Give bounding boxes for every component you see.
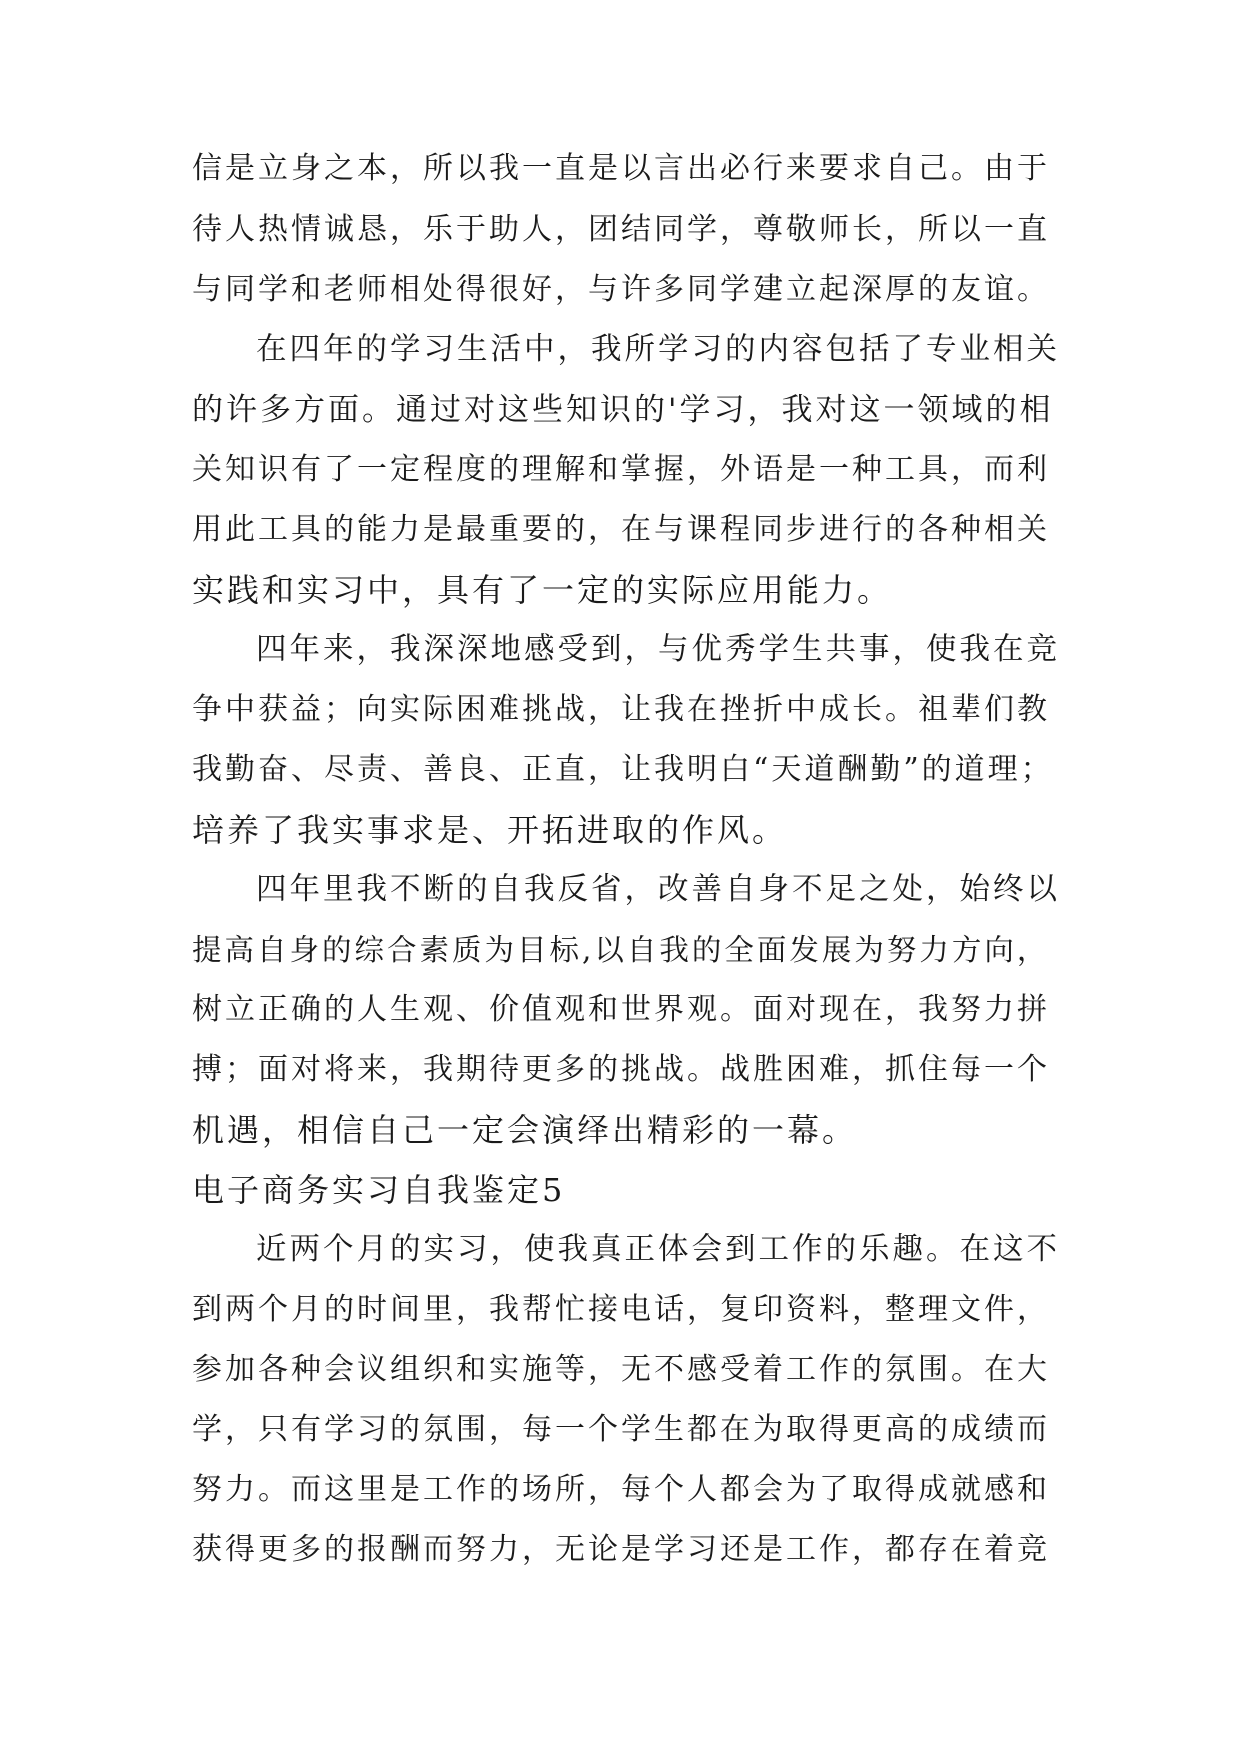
paragraph-line: 在四年的学习生活中，我所学习的内容包括了专业相关 [256,332,1060,367]
paragraph-line: 努力。而这里是工作的场所，每个人都会为了取得成就感和 [192,1472,1050,1507]
paragraph-line: 信是立身之本，所以我一直是以言出必行来要求自己。由于 [192,151,1050,186]
paragraph-line: 实践和实习中，具有了一定的实际应用能力。 [192,571,893,609]
paragraph-line: 获得更多的报酬而努力，无论是学习还是工作，都存在着竞 [192,1532,1050,1567]
paragraph-line: 与同学和老师相处得很好，与许多同学建立起深厚的友谊。 [192,272,1050,307]
paragraph-line: 搏；面对将来，我期待更多的挑战。战胜困难，抓住每一个 [192,1052,1050,1087]
paragraph-line: 学，只有学习的氛围，每一个学生都在为取得更高的成绩而 [192,1412,1050,1447]
paragraph-line: 的许多方面。通过对这些知识的'学习，我对这一领域的相 [192,392,1054,428]
paragraph-line: 待人热情诚恳，乐于助人，团结同学，尊敬师长，所以一直 [192,212,1050,247]
paragraph-line: 参加各种会议组织和实施等，无不感受着工作的氛围。在大 [192,1352,1050,1387]
paragraph-line: 我勤奋、尽责、善良、正直，让我明白“天道酬勤”的道理； [192,752,1054,787]
paragraph-line: 关知识有了一定程度的理解和掌握，外语是一种工具，而利 [192,452,1050,487]
paragraph-line: 树立正确的人生观、价值观和世界观。面对现在，我努力拼 [192,992,1050,1027]
paragraph-line: 提高自身的综合素质为目标,以自我的全面发展为努力方向， [192,933,1050,967]
paragraph-line: 机遇，相信自己一定会演绎出精彩的一幕。 [192,1111,858,1149]
paragraph-line: 到两个月的时间里，我帮忙接电话，复印资料，整理文件， [192,1292,1050,1327]
paragraph-line: 培养了我实事求是、开拓进取的作风。 [192,811,788,849]
paragraph-line: 四年来，我深深地感受到，与优秀学生共事，使我在竞 [256,632,1060,667]
paragraph-line: 争中获益；向实际困难挑战，让我在挫折中成长。祖辈们教 [192,692,1050,727]
section-heading: 电子商务实习自我鉴定5 [192,1171,566,1209]
paragraph-line: 近两个月的实习，使我真正体会到工作的乐趣。在这不 [256,1232,1060,1267]
paragraph-line: 四年里我不断的自我反省，改善自身不足之处，始终以 [256,872,1060,907]
paragraph-line: 用此工具的能力是最重要的，在与课程同步进行的各种相关 [192,512,1050,547]
